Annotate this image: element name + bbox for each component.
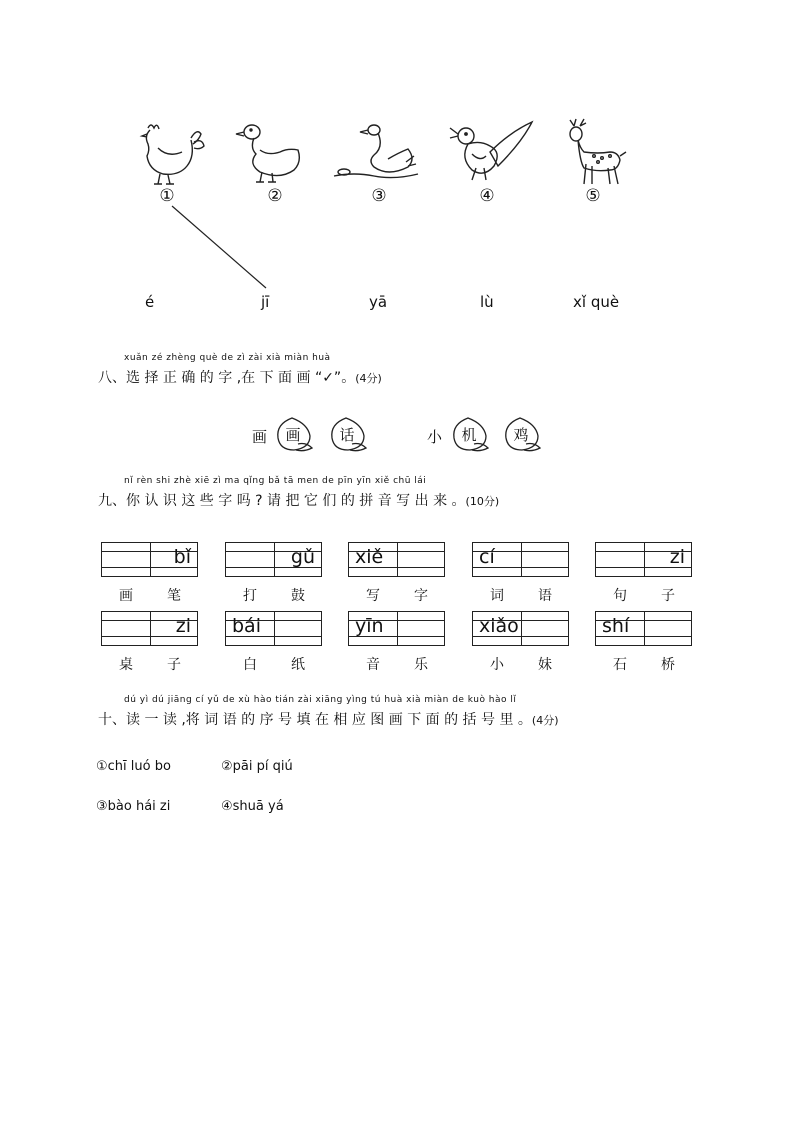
word-char-2: 笔 [167,588,181,604]
q9-text: 你 认 识 这 些 字 吗 ? 请 把 它 们 的 拼 音 写 出 来 。 [126,493,466,509]
q8-score: (4分) [355,372,382,385]
q8-option-4-text: 鸡 [513,426,529,444]
pinyin-box[interactable] [472,542,569,577]
animal-number-4: ④ [479,186,495,206]
word-char-2: 字 [414,588,428,604]
pinyin-box-text: xiǎo [479,615,519,637]
animal-number-2: ② [267,186,283,206]
word-char-1: 小 [490,657,504,673]
pinyin-box[interactable] [595,542,692,577]
q8-lead-1: 画 [252,428,268,446]
animal-number-3: ③ [371,186,387,206]
q8-peach-option-2[interactable] [326,414,372,454]
pinyin-answer-4: lù [480,293,494,311]
word-char-2: 桥 [661,657,675,673]
pinyin-box-text: shí [602,615,630,637]
pinyin-box-text: bǐ [173,546,191,568]
word-char-1: 词 [490,588,504,604]
pinyin-answer-3: yā [369,293,388,311]
pinyin-answer-5: xǐ què [573,293,620,311]
q10-text: 读 一 读 ,将 词 语 的 序 号 填 在 相 应 图 画 下 面 的 括 号 里 。 [126,712,532,728]
word-char-2: 语 [538,588,552,604]
q8-option-2-text: 话 [339,426,355,444]
pinyin-box[interactable] [348,542,445,577]
q8-peach-option-4[interactable] [500,414,546,454]
pinyin-box-text: cí [479,546,495,568]
pinyin-answer-1: é [145,293,155,311]
q8-peach-option-1[interactable] [272,414,318,454]
word-char-1: 打 [243,588,257,604]
q8-option-1-text: 画 [285,426,301,444]
q8-text: 选 择 正 确 的 字 ,在 下 面 画 “✓”。 [126,370,356,386]
pinyin-box-text: zi [669,546,685,568]
matching-line [0,0,794,320]
pinyin-box[interactable] [472,611,569,646]
q10-option-2: ②pāi pí qiú [221,759,293,774]
pinyin-box-text: zi [175,615,191,637]
word-char-2: 妹 [538,657,552,673]
pinyin-box-text: xiě [355,546,384,568]
q9-prefix: 九、 [98,493,126,509]
pinyin-box[interactable] [225,611,322,646]
word-char-1: 写 [366,588,380,604]
pinyin-box[interactable] [101,542,198,577]
word-char-2: 鼓 [291,588,305,604]
word-char-2: 乐 [414,657,428,673]
q10-ruby: dú yì dú jiāng cí yǔ de xù hào tián zài xiāng yìng tú huà xià miàn de kuò hào lǐ [124,695,517,705]
pinyin-box[interactable] [595,611,692,646]
q9-title [98,476,500,510]
q10-prefix: 十、 [98,712,126,728]
q10-score: (4分) [531,714,559,727]
q9-score: (10分) [465,495,500,508]
q8-option-3-text: 机 [461,426,477,444]
word-char-1: 句 [613,588,627,604]
word-char-1: 白 [243,657,257,673]
pinyin-box[interactable] [348,611,445,646]
word-char-2: 子 [661,588,675,604]
q9-ruby: nǐ rèn shi zhè xiē zì ma qǐng bǎ tā men de pīn yīn xiě chū lái [124,476,427,486]
word-char-2: 子 [167,657,181,673]
pinyin-box-text: bái [232,615,261,637]
animal-number-5: ⑤ [585,186,601,206]
word-char-1: 音 [366,657,380,673]
word-char-1: 画 [119,588,133,604]
pinyin-box-text: gǔ [290,546,315,568]
q8-lead-2: 小 [427,428,443,446]
pinyin-box[interactable] [225,542,322,577]
pinyin-box[interactable] [101,611,198,646]
animal-number-1: ① [159,186,175,206]
q10-title [98,695,559,729]
word-char-1: 石 [613,657,627,673]
q10-option-4: ④shuā yá [221,799,284,814]
q10-option-3: ③bào hái zi [96,799,171,814]
q10-option-1: ①chī luó bo [96,759,171,774]
q8-ruby: xuǎn zé zhèng què de zì zài xià miàn huà [124,353,331,363]
word-char-2: 纸 [291,657,305,673]
q8-peach-option-3[interactable] [448,414,494,454]
q8-prefix: 八、 [98,370,126,386]
pinyin-box-text: yīn [355,615,384,637]
pinyin-answer-2: jī [261,293,270,311]
word-char-1: 桌 [119,657,133,673]
q8-title [98,353,382,387]
